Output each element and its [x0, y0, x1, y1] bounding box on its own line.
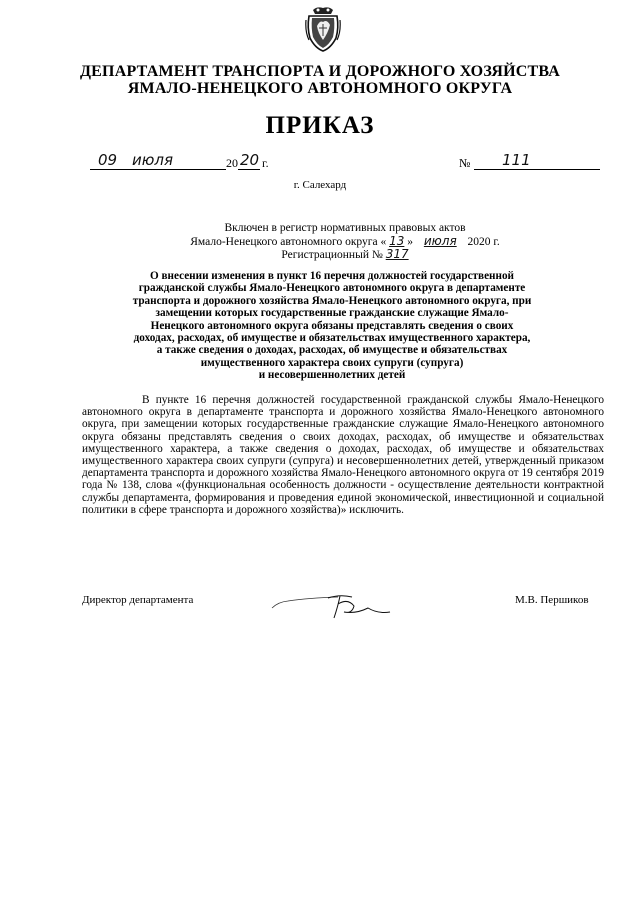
subject-line: и несовершеннолетних детей — [258, 369, 406, 382]
registration-day: 13 — [389, 234, 405, 248]
registration-line1: Включен в регистр нормативных правовых актов — [224, 222, 466, 234]
subject-line: гражданской службы Ямало-Ненецкого автономного округа в департаменте — [138, 282, 526, 295]
signer-name: М.В. Першиков — [515, 594, 589, 606]
coat-of-arms-emblem — [305, 6, 341, 52]
document-type-title: ПРИКАЗ — [265, 112, 375, 139]
order-body-paragraph: В пункте 16 перечня должностей государственной гражданской службы Ямало-Ненецкого автономного округа в департаменте транспорта и дорожного хозяйства Ямало-Ненецкого автономного округа, при замещении которых государственные гражданские служащие Ямало-Ненецкого автономного округа обязаны представлять сведения о своих доходах, расходах, об имуществе и обязательствах имущественного характера, а также сведения о доходах, расходах, об имуществе и обязательствах имущественного характера своих супруги (супруга) и несовершеннолетних детей, утвержденный приказом департамента транспорта и дорожного хозяйства Ямало-Ненецкого автономного округа от 19 сентября 2019 года № 138, слова «(функциональная особенность должности - осуществление деятельности контрактной службы департамента, формирования и проведения единой экономической, инвестиционной и социальной политики в сфере транспорта и дорожного хозяйства)» исключить. — [82, 394, 604, 516]
registration-quote-close: » — [407, 236, 413, 248]
subject-line: транспорта и дорожного хозяйства Ямало-Ненецкого автономного округа, при — [132, 294, 532, 307]
order-number-label: № — [459, 156, 471, 170]
registration-line2 — [160, 235, 530, 249]
registration-month: июля — [423, 234, 457, 248]
handwritten-signature — [268, 588, 398, 622]
order-date-month: июля — [132, 151, 173, 169]
department-title-line2: ЯМАЛО-НЕНЕЦКОГО АВТОНОМНОГО ОКРУГА — [127, 80, 513, 97]
subject-line: О внесении изменения в пункт 16 перечня должностей государственной — [150, 270, 514, 282]
subject-line: а также сведения о доходах, расходах, об имуществе и обязательствах — [156, 344, 508, 357]
registration-line2-prefix: Ямало-Ненецкого автономного округа « — [190, 236, 387, 248]
department-title-line1: ДЕПАРТАМЕНТ ТРАНСПОРТА И ДОРОЖНОГО ХОЗЯЙСТВА — [79, 63, 561, 80]
order-number: 111 — [502, 151, 531, 169]
registration-number-label: Регистрационный № — [281, 249, 383, 261]
order-year-suffix: 20 — [240, 151, 260, 169]
subject-line: Ненецкого автономного округа обязаны представлять сведения о своих — [150, 319, 514, 332]
date-underline — [90, 169, 226, 170]
subject-line: доходах, расходах, об имуществе и обязательствах имущественного характера, — [133, 332, 531, 345]
number-underline — [474, 169, 600, 170]
order-city: г. Салехард — [293, 179, 347, 191]
order-subject — [108, 270, 556, 382]
order-date-day: 09 — [98, 151, 118, 169]
subject-line: замещении которых государственные гражданские служащие Ямало- — [155, 307, 509, 320]
registration-line3 — [160, 248, 530, 262]
order-year-prefix: 20 — [226, 156, 238, 170]
subject-line: имущественного характера своих супруги (супруга) — [200, 356, 464, 369]
order-year-unit: г. — [262, 156, 269, 170]
year-underline — [238, 169, 260, 170]
registration-number: 317 — [385, 247, 409, 261]
registration-year: 2020 г. — [467, 236, 500, 248]
signer-position: Директор департамента — [82, 594, 194, 606]
